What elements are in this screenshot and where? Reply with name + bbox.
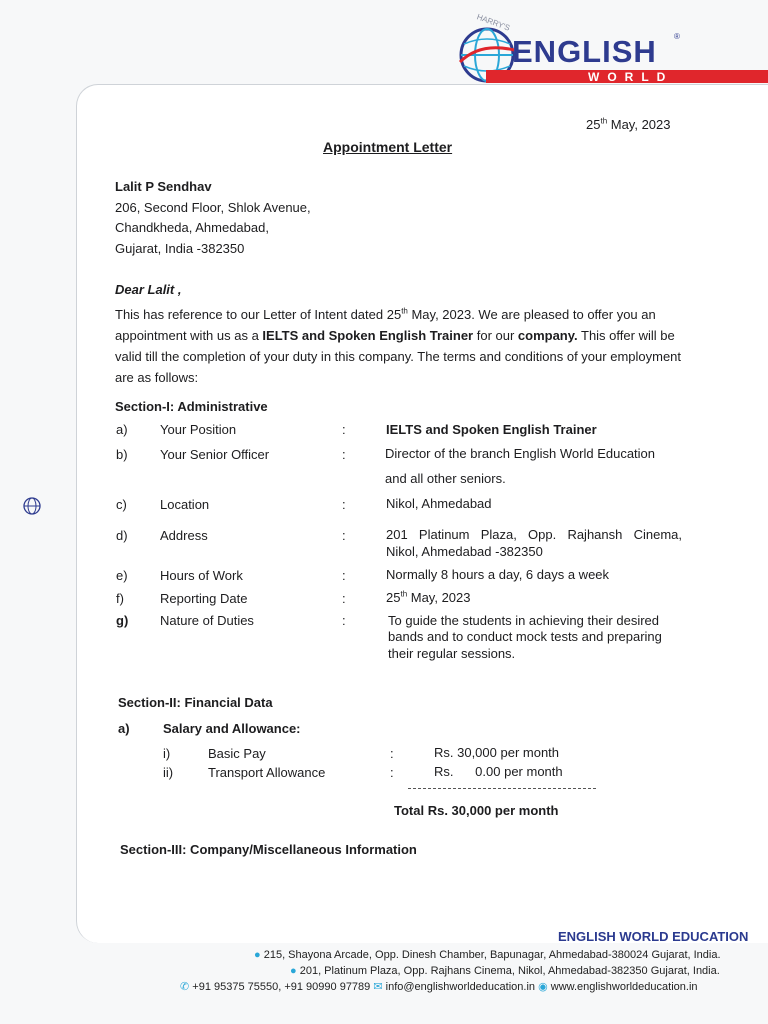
salary-index: a) xyxy=(118,721,130,736)
row-colon: : xyxy=(342,568,346,583)
row-label: Reporting Date xyxy=(160,591,248,606)
salary-item-value: Rs. 0.00 per month xyxy=(434,764,563,779)
section-2-heading: Section-II: Financial Data xyxy=(118,695,273,710)
footer-org-name: ENGLISH WORLD EDUCATION xyxy=(558,929,749,944)
footer-email[interactable]: info@englishworldeducation.in xyxy=(385,981,536,993)
row-label: Your Position xyxy=(160,422,237,437)
row-value: Nikol, Ahmedabad xyxy=(386,496,492,511)
salary-item-index: ii) xyxy=(163,765,174,780)
salary-total: Total Rs. 30,000 per month xyxy=(394,803,559,818)
row-label: Address xyxy=(160,528,208,543)
salary-item-colon: : xyxy=(390,765,394,780)
row-index: a) xyxy=(116,422,128,437)
salary-item-index: i) xyxy=(163,746,171,761)
total-separator xyxy=(408,788,596,789)
row-index: c) xyxy=(116,497,127,512)
row-index: d) xyxy=(116,528,128,543)
recipient-address-line: Chandkheda, Ahmedabad, xyxy=(115,220,269,235)
row-value-cont: and all other seniors. xyxy=(385,471,506,486)
salary-item-label: Transport Allowance xyxy=(208,765,326,780)
row-index: g) xyxy=(116,613,129,628)
section-1-heading: Section-I: Administrative xyxy=(115,399,268,414)
location-pin-icon: ● xyxy=(290,965,297,977)
row-value: Normally 8 hours a day, 6 days a week xyxy=(386,567,610,582)
brand-sub: WORLD xyxy=(588,70,674,84)
salary-heading: Salary and Allowance: xyxy=(163,721,301,736)
row-label: Hours of Work xyxy=(160,568,243,583)
row-label: Your Senior Officer xyxy=(160,447,270,462)
web-icon: ◉ xyxy=(538,981,548,993)
row-label: Location xyxy=(160,497,210,512)
registered-mark: ® xyxy=(674,32,680,41)
globe-watermark-icon xyxy=(22,496,42,516)
row-colon: : xyxy=(342,591,346,606)
footer-website[interactable]: www.englishworldeducation.in xyxy=(550,981,698,993)
salary-item-colon: : xyxy=(390,746,394,761)
row-colon: : xyxy=(342,422,346,437)
row-value: Director of the branch English World Education xyxy=(385,446,656,461)
footer-address-1: ● 215, Shayona Arcade, Opp. Dinesh Chamber, Bapunagar, Ahmedabad-380024 Gujarat, India. xyxy=(254,949,721,961)
row-colon: : xyxy=(342,447,346,462)
row-label: Nature of Duties xyxy=(160,613,254,628)
letter-title: Appointment Letter xyxy=(323,139,453,155)
row-value: 25th May, 2023 xyxy=(386,589,471,605)
row-value: 201 Platinum Plaza, Opp. Rajhansh Cinema, xyxy=(386,527,682,542)
footer-address-2: ● 201, Platinum Plaza, Opp. Rajhans Cinema, Nikol, Ahmedabad-382350 Gujarat, India. xyxy=(290,965,720,977)
row-value-cont: Nikol, Ahmedabad -382350 xyxy=(386,544,543,559)
salary-item-value: Rs. 30,000 per month xyxy=(434,745,560,760)
recipient-address-line: Gujarat, India -382350 xyxy=(115,241,245,256)
footer-contacts: ✆ +91 95375 75550, +91 90990 97789 ✉ info@englishworldeducation.in ◉ www.englishworldeducation.in xyxy=(180,981,698,993)
recipient-address-line: 206, Second Floor, Shlok Avenue, xyxy=(115,200,311,215)
row-colon: : xyxy=(342,613,346,628)
row-colon: : xyxy=(342,497,346,512)
logo-arc-text: HARRY'S xyxy=(475,12,512,33)
recipient-name: Lalit P Sendhav xyxy=(115,179,212,194)
row-index: f) xyxy=(116,591,124,606)
row-value-cont: their regular sessions. xyxy=(388,646,516,661)
brand-name: ENGLISH xyxy=(512,34,657,69)
phone-icon: ✆ xyxy=(180,981,190,993)
row-index: b) xyxy=(116,447,128,462)
salary-item-label: Basic Pay xyxy=(208,746,266,761)
salutation: Dear Lalit , xyxy=(115,282,182,297)
row-value-cont: bands and to conduct mock tests and preparing xyxy=(388,629,662,644)
row-colon: : xyxy=(342,528,346,543)
letter-date: 25th May, 2023 xyxy=(586,116,671,132)
intro-paragraph: This has reference to our Letter of Intent dated 25th May, 2023. We are pleased to offer you an appointment with us as a IELTS and Spoken English Trainer for our company. This offer will be valid till the completion of your duty in this company. The terms and conditions of your employment are as follows: xyxy=(115,306,682,385)
row-value: IELTS and Spoken English Trainer xyxy=(386,422,597,437)
row-value: To guide the students in achieving their desired xyxy=(388,613,660,628)
row-index: e) xyxy=(116,568,128,583)
email-icon: ✉ xyxy=(373,981,383,993)
section-3-heading: Section-III: Company/Miscellaneous Information xyxy=(120,842,417,857)
location-pin-icon: ● xyxy=(254,949,261,961)
